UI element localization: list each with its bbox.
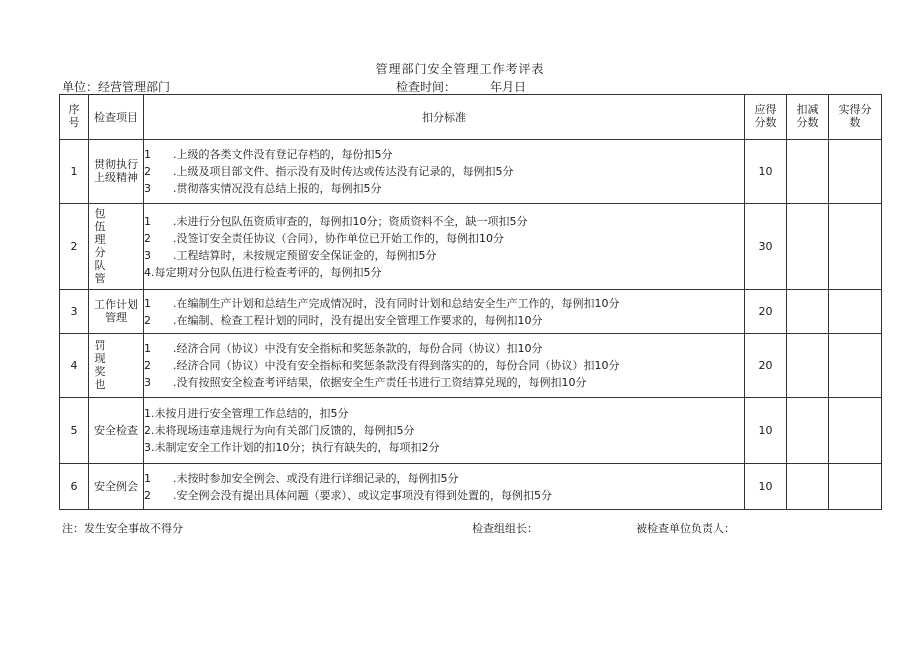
table-row bbox=[60, 290, 882, 334]
row-no: 4 bbox=[60, 334, 89, 398]
evaluation-table bbox=[59, 94, 882, 510]
row-no: 2 bbox=[60, 204, 89, 290]
footer-note: 注：发生安全事故不得分 bbox=[62, 522, 183, 535]
row-deduct-score[interactable] bbox=[787, 140, 829, 204]
row-standard bbox=[144, 398, 745, 464]
row-actual-score[interactable] bbox=[829, 204, 882, 290]
header-deduct-score: 扣减分数 bbox=[787, 95, 829, 140]
row-due-score: 20 bbox=[745, 290, 787, 334]
row-standard bbox=[144, 204, 745, 290]
header-row bbox=[60, 95, 882, 140]
standard-line: 3 .没有按照安全检查考评结果，依据安全生产责任书进行工资结算兑现的，每例扣10分 bbox=[144, 376, 587, 389]
standard-line: 2 .在编制、检查工程计划的同时，没有提出安全管理工作要求的，每例扣10分 bbox=[144, 313, 543, 327]
check-time-label: 检查时间： bbox=[396, 80, 457, 94]
unit-label: 单位：经营管理部门 bbox=[62, 80, 171, 94]
row-actual-score[interactable] bbox=[829, 464, 882, 510]
header-item: 检查项目 bbox=[89, 95, 144, 140]
row-due-score: 30 bbox=[745, 204, 787, 290]
row-deduct-score[interactable] bbox=[787, 464, 829, 510]
row-standard bbox=[144, 140, 745, 204]
row-no: 6 bbox=[60, 464, 89, 510]
table-row bbox=[60, 398, 882, 464]
standard-line: 3 .贯彻落实情况没有总结上报的，每例扣5分 bbox=[144, 182, 382, 195]
row-deduct-score[interactable] bbox=[787, 334, 829, 398]
row-due-score: 10 bbox=[745, 398, 787, 464]
header-no: 序号 bbox=[60, 95, 89, 140]
page-title: 管理部门安全管理工作考评表 bbox=[375, 62, 545, 76]
table-row bbox=[60, 204, 882, 290]
row-standard bbox=[144, 334, 745, 398]
row-standard bbox=[144, 464, 745, 510]
check-time-value: 年月日 bbox=[490, 80, 527, 94]
row-item: 包伍理分队管 bbox=[89, 204, 144, 290]
row-no: 5 bbox=[60, 398, 89, 464]
row-due-score: 10 bbox=[745, 140, 787, 204]
footer-responsible: 被检查单位负责人： bbox=[636, 522, 735, 535]
row-item: 罚现奖也 bbox=[89, 334, 144, 398]
standard-line: 2 .上级及项目部文件、指示没有及时传达或传达没有记录的，每例扣5分 bbox=[144, 165, 514, 178]
row-item: 工作计划管理 bbox=[89, 290, 144, 334]
standard-line: 1 .未进行分包队伍资质审查的，每例扣10分；资质资料不全，缺一项扣5分 bbox=[144, 214, 528, 228]
row-actual-score[interactable] bbox=[829, 334, 882, 398]
header-actual-score: 实得分数 bbox=[829, 95, 882, 140]
standard-line: 1 .上级的各类文件没有登记存档的，每份扣5分 bbox=[144, 148, 393, 161]
header-due-score: 应得分数 bbox=[745, 95, 787, 140]
row-due-score: 10 bbox=[745, 464, 787, 510]
row-item: 贯彻执行上级精神 bbox=[89, 140, 144, 204]
standard-line: 2.未将现场违章违规行为向有关部门反馈的，每例扣5分 bbox=[144, 424, 415, 437]
row-deduct-score[interactable] bbox=[787, 398, 829, 464]
row-no: 1 bbox=[60, 140, 89, 204]
row-actual-score[interactable] bbox=[829, 140, 882, 204]
standard-line: 2 .没签订安全责任协议（合同），协作单位已开始工作的，每例扣10分 bbox=[144, 231, 504, 245]
standard-line: 2 .经济合同（协议）中没有安全指标和奖惩条款没有得到落实的的，每份合同（协议）扣10分 bbox=[144, 359, 620, 372]
row-standard bbox=[144, 290, 745, 334]
row-no: 3 bbox=[60, 290, 89, 334]
standard-line: 3.未制定安全工作计划的扣10分；执行有缺失的，每项扣2分 bbox=[144, 441, 440, 454]
row-due-score: 20 bbox=[745, 334, 787, 398]
standard-line: 3 .工程结算时，未按规定预留安全保证金的，每例扣5分 bbox=[144, 248, 437, 262]
row-deduct-score[interactable] bbox=[787, 204, 829, 290]
standard-line: 2 .安全例会没有提出具体问题（要求）、或议定事项没有得到处置的，每例扣5分 bbox=[144, 488, 552, 502]
standard-line: 1 .未按时参加安全例会、或没有进行详细记录的，每例扣5分 bbox=[144, 471, 459, 485]
standard-line: 1 .经济合同（协议）中没有安全指标和奖惩条款的，每份合同（协议）扣10分 bbox=[144, 342, 543, 355]
footer-group-leader: 检查组组长： bbox=[472, 522, 538, 535]
table-row bbox=[60, 464, 882, 510]
row-actual-score[interactable] bbox=[829, 290, 882, 334]
row-item: 安全检查 bbox=[89, 398, 144, 464]
standard-line: 1 .在编制生产计划和总结生产完成情况时，没有同时计划和总结安全生产工作的，每例扣10分 bbox=[144, 296, 620, 310]
row-actual-score[interactable] bbox=[829, 398, 882, 464]
row-deduct-score[interactable] bbox=[787, 290, 829, 334]
row-item: 安全例会 bbox=[89, 464, 144, 510]
standard-line: 4.每定期对分包队伍进行检查考评的，每例扣5分 bbox=[144, 265, 382, 279]
header-standard: 扣分标准 bbox=[144, 95, 745, 140]
standard-line: 1.未按月进行安全管理工作总结的，扣5分 bbox=[144, 407, 349, 420]
table-row bbox=[60, 334, 882, 398]
table-row bbox=[60, 140, 882, 204]
